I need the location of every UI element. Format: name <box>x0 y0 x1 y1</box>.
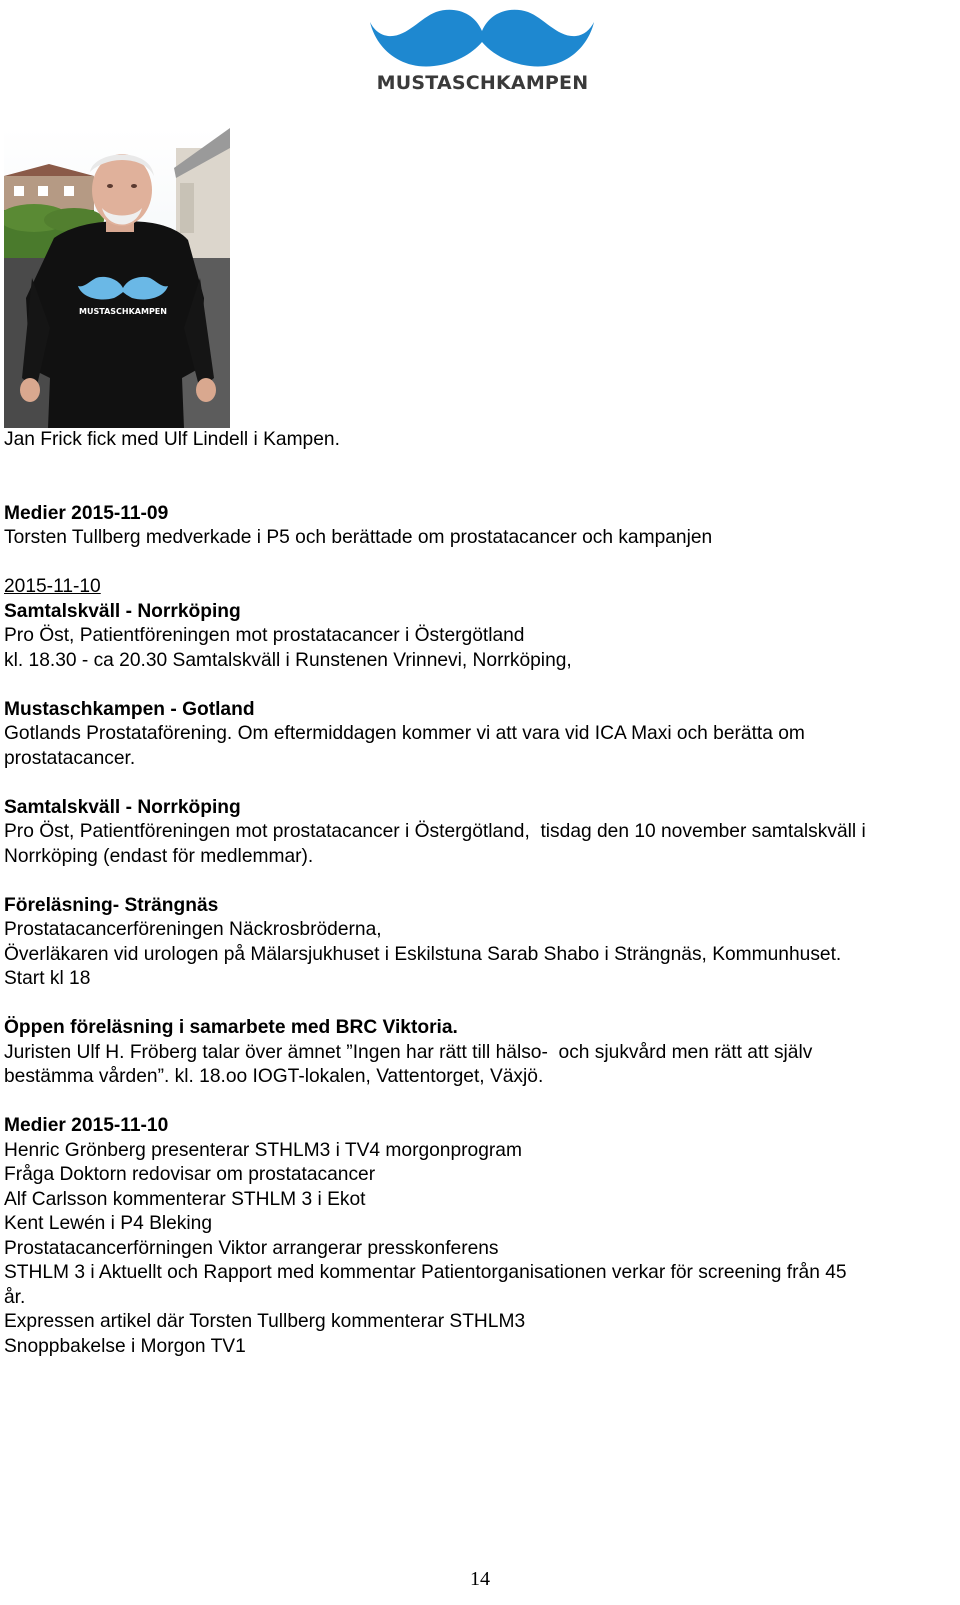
mustache-icon <box>370 4 595 70</box>
list-item: Fråga Doktorn redovisar om prostatacancer <box>4 1164 376 1185</box>
list-item: Expressen artikel där Torsten Tullberg kommenterar STHLM3 <box>4 1311 526 1332</box>
medier-heading-2: Medier 2015-11-10 <box>4 1115 169 1136</box>
event-title: Samtalskväll - Norrköping <box>4 600 241 622</box>
event-text: Start kl 18 <box>4 968 91 989</box>
event-text: bestämma vården”. kl. 18.oo IOGT-lokalen, Vattentorget, Växjö. <box>4 1066 544 1087</box>
list-item: Kent Lewén i P4 Bleking <box>4 1213 212 1234</box>
event-text: prostatacancer. <box>4 747 136 769</box>
event-text: Juristen Ulf H. Fröberg talar över ämnet ”Ingen har rätt till hälso- och sjukvård men rätt att själv <box>4 1041 813 1063</box>
page-number: 14 <box>470 1568 490 1590</box>
event-title: Föreläsning- Strängnäs <box>4 894 219 916</box>
event-date: 2015-11-10 <box>4 576 101 597</box>
medier-text-1: Torsten Tullberg medverkade i P5 och berättade om prostatacancer och kampanjen <box>4 527 713 548</box>
event-title: Mustaschkampen - Gotland <box>4 698 255 720</box>
list-item: STHLM 3 i Aktuellt och Rapport med kommentar Patientorganisationen verkar för screening från 45 <box>4 1262 847 1283</box>
medier-heading-1: Medier 2015-11-09 <box>4 502 169 524</box>
list-item: Henric Grönberg presenterar STHLM3 i TV4 morgonprogram <box>4 1139 522 1161</box>
event-org: Pro Öst, Patientföreningen mot prostatacancer i Östergötland <box>4 625 525 646</box>
mustaschkampen-logo <box>370 4 595 100</box>
event-time: kl. 18.30 - ca 20.30 Samtalskväll i Runstenen Vrinnevi, Norrköping, <box>4 649 572 671</box>
photo-man-in-tshirt <box>4 128 230 428</box>
list-item: Prostatacancerförningen Viktor arrangerar presskonferens <box>4 1237 499 1259</box>
list-item: Alf Carlsson kommenterar STHLM 3 i Ekot <box>4 1188 366 1210</box>
list-item: Snoppbakelse i Morgon TV1 <box>4 1335 246 1357</box>
event-text: Gotlands Prostataförening. Om eftermiddagen kommer vi att vara vid ICA Maxi och berätta om <box>4 723 805 744</box>
event-text: Prostatacancerföreningen Näckrosbröderna, <box>4 919 382 940</box>
event-text: Överläkaren vid urologen på Mälarsjukhuset i Eskilstuna Sarab Shabo i Strängnäs, Kommunhuset. <box>4 943 842 965</box>
event-title: Öppen föreläsning i samarbete med BRC Viktoria. <box>4 1017 458 1038</box>
list-item: år. <box>4 1286 26 1308</box>
event-text: Norrköping (endast för medlemmar). <box>4 845 314 867</box>
photo-caption: Jan Frick fick med Ulf Lindell i Kampen. <box>4 429 340 450</box>
document-body <box>4 428 956 1359</box>
logo-text: MUSTASCHKAMPEN <box>376 72 589 94</box>
event-title: Samtalskväll - Norrköping <box>4 796 241 818</box>
event-text: Pro Öst, Patientföreningen mot prostatacancer i Östergötland, tisdag den 10 november samtalskväll i <box>4 821 866 842</box>
svg-text:MUSTASCHKAMPEN: MUSTASCHKAMPEN <box>79 307 167 316</box>
